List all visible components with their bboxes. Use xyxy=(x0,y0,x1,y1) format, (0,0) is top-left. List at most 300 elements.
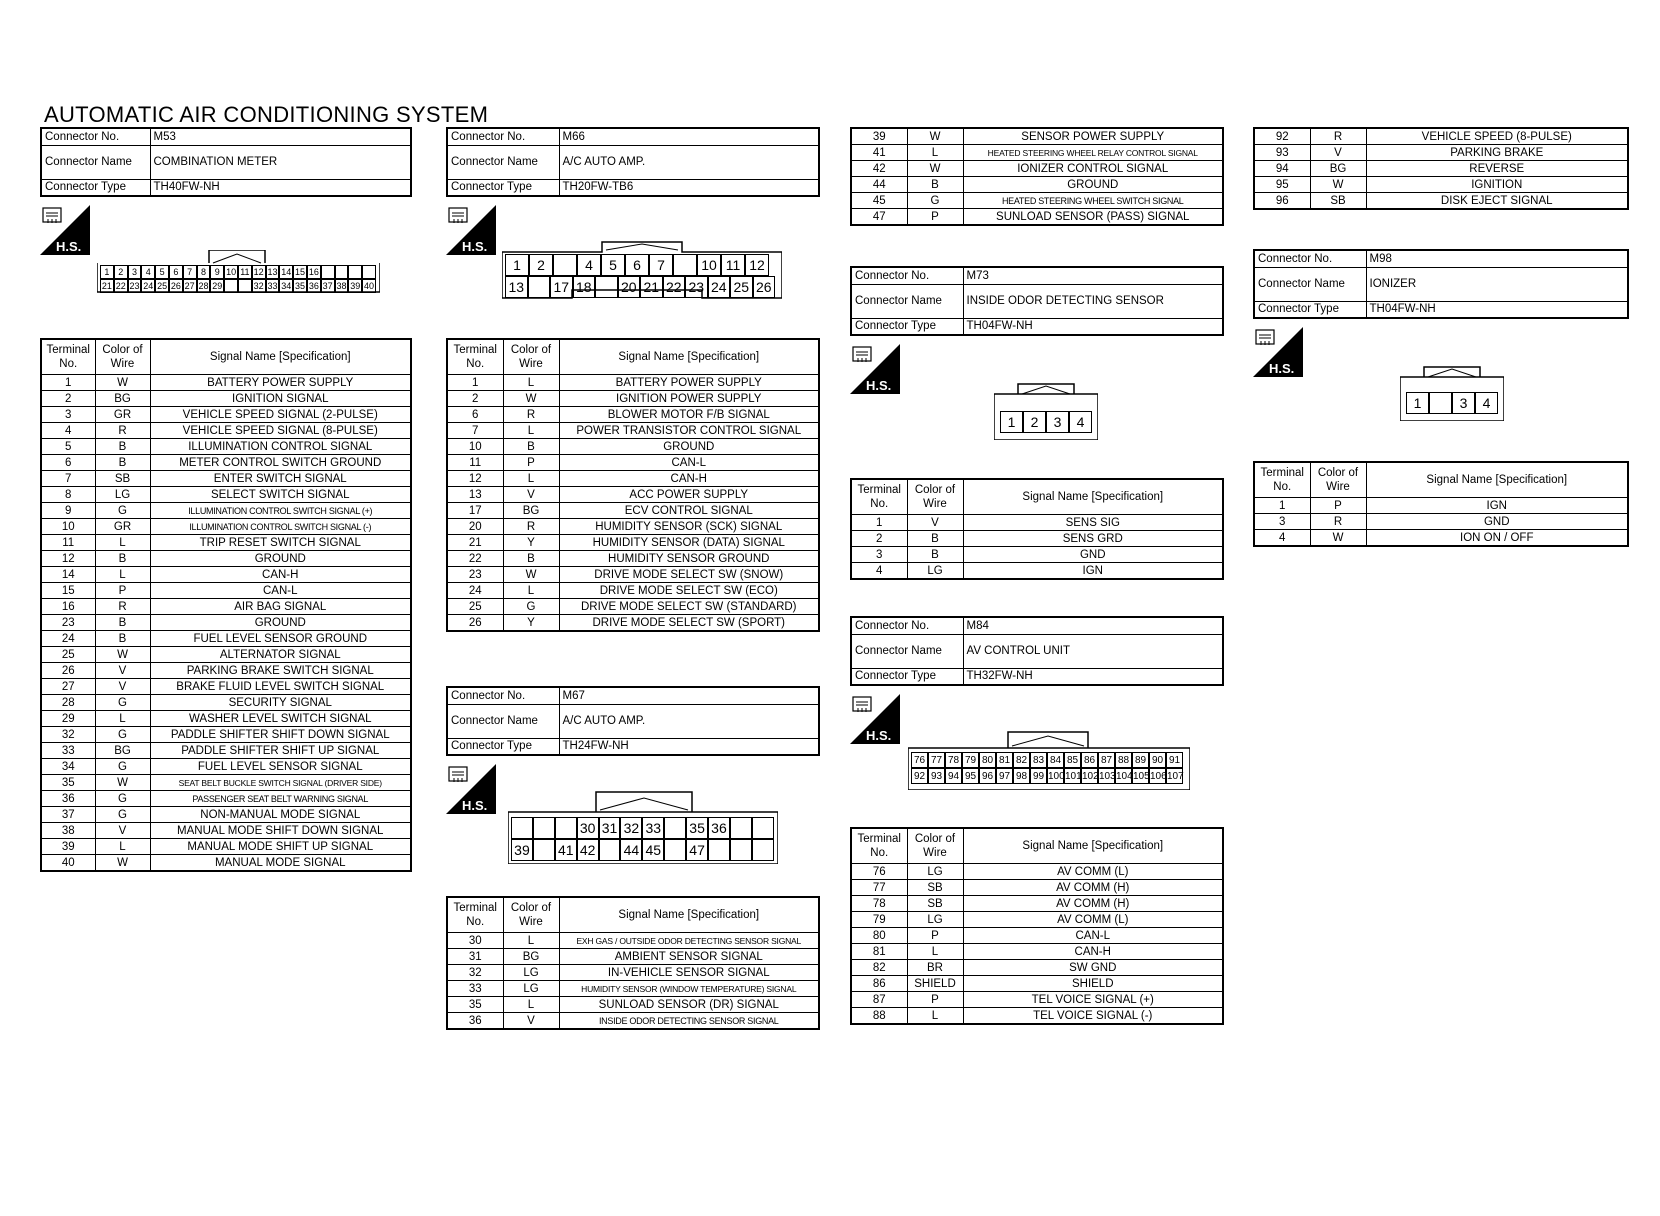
signal-name-cell: SUNLOAD SENSOR (PASS) SIGNAL xyxy=(963,209,1223,226)
connector-pin: 85 xyxy=(1064,752,1081,768)
table-row xyxy=(41,375,411,391)
table-row xyxy=(447,997,819,1013)
wire-color-cell: L xyxy=(95,839,150,855)
connector-pin xyxy=(752,817,774,839)
connector-pin: 47 xyxy=(686,839,708,861)
wire-color-cell: V xyxy=(503,487,559,503)
connector-pin xyxy=(362,265,376,279)
signal-name-cell: CAN-H xyxy=(150,567,411,583)
wire-color-cell: BG xyxy=(503,949,559,965)
signal-name-cell: NON-MANUAL MODE SIGNAL xyxy=(150,807,411,823)
signal-name-cell: MANUAL MODE SHIFT DOWN SIGNAL xyxy=(150,823,411,839)
wire-color-cell: LG xyxy=(907,864,963,880)
terminal-no-cell: 1 xyxy=(851,515,907,531)
table-row xyxy=(41,503,411,519)
terminal-no-cell: 36 xyxy=(41,791,95,807)
connector-pin: 18 xyxy=(573,276,596,298)
connector-no-value: M66 xyxy=(559,128,819,145)
table-row xyxy=(1254,145,1628,161)
terminal-no-cell: 41 xyxy=(851,145,907,161)
wire-color-cell: L xyxy=(503,933,559,949)
terminal-no-cell: 12 xyxy=(41,551,95,567)
signal-name-cell: MANUAL MODE SIGNAL xyxy=(150,855,411,872)
connector-pin: 25 xyxy=(157,281,168,291)
connector-pin: 104 xyxy=(1115,768,1132,784)
m67-terminal-table xyxy=(446,896,820,1030)
wire-color-cell: Y xyxy=(503,615,559,632)
table-row xyxy=(41,775,411,791)
terminal-no-cell: 17 xyxy=(447,503,503,519)
connector-pin: 10 xyxy=(697,254,721,276)
signal-name-cell: SUNLOAD SENSOR (DR) SIGNAL xyxy=(559,997,819,1013)
wire-color-cell: B xyxy=(95,551,150,567)
table-row xyxy=(851,547,1223,563)
connector-name-value: IONIZER xyxy=(1366,267,1628,301)
wire-color-cell: W xyxy=(503,391,559,407)
connector-pin: 82 xyxy=(1013,752,1030,768)
connector-pin: 28 xyxy=(198,281,209,291)
connector-pin: 26 xyxy=(170,281,181,291)
wire-color-cell: G xyxy=(95,759,150,775)
signal-name-cell: IN-VEHICLE SENSOR SIGNAL xyxy=(559,965,819,981)
connector-no-label: Connector No. xyxy=(1254,250,1366,267)
wire-color-cell: V xyxy=(95,663,150,679)
table-row xyxy=(41,391,411,407)
connector-name-value: AV CONTROL UNIT xyxy=(963,634,1223,668)
connector-pin: 22 xyxy=(663,276,686,298)
svg-text:H.S.: H.S. xyxy=(1269,361,1295,376)
signal-name-cell: METER CONTROL SWITCH GROUND xyxy=(150,455,411,471)
connector-pin: 105 xyxy=(1132,768,1149,784)
table-row xyxy=(1254,161,1628,177)
table-row xyxy=(851,209,1223,226)
table-row xyxy=(41,487,411,503)
color-of-wire-header: Color of Wire xyxy=(907,828,963,864)
connector-type-label: Connector Type xyxy=(851,668,963,685)
table-row xyxy=(851,976,1223,992)
wire-color-cell: V xyxy=(95,823,150,839)
connector-pin: 3 xyxy=(1046,411,1069,433)
table-row xyxy=(447,455,819,471)
terminal-no-cell: 81 xyxy=(851,944,907,960)
wire-color-cell: L xyxy=(907,944,963,960)
wire-color-cell: SB xyxy=(907,896,963,912)
wire-color-cell: SB xyxy=(95,471,150,487)
terminal-no-cell: 5 xyxy=(41,439,95,455)
connector-pin xyxy=(224,279,238,293)
signal-name-cell: AV COMM (L) xyxy=(963,864,1223,880)
wire-color-cell: V xyxy=(95,679,150,695)
connector-pin: 77 xyxy=(928,752,945,768)
terminal-no-cell: 23 xyxy=(41,615,95,631)
terminal-no-cell: 28 xyxy=(41,695,95,711)
connector-pin: 12 xyxy=(253,267,264,277)
table-row xyxy=(851,944,1223,960)
wire-color-cell: G xyxy=(95,791,150,807)
terminal-no-cell: 34 xyxy=(41,759,95,775)
wire-color-cell: R xyxy=(1310,514,1366,530)
table-row xyxy=(447,375,819,391)
terminal-no-cell: 7 xyxy=(41,471,95,487)
wire-color-cell: R xyxy=(1310,128,1366,145)
terminal-no-cell: 7 xyxy=(447,423,503,439)
connector-pin: 92 xyxy=(911,768,928,784)
terminal-no-cell: 22 xyxy=(447,551,503,567)
connector-pin: 32 xyxy=(620,817,642,839)
wire-color-cell: GR xyxy=(95,407,150,423)
connector-pin xyxy=(533,839,555,861)
connector-pin: 39 xyxy=(350,281,361,291)
wire-color-cell: W xyxy=(907,128,963,145)
connector-pin: 2 xyxy=(529,254,553,276)
table-row xyxy=(447,583,819,599)
connector-pin: 99 xyxy=(1030,768,1047,784)
connector-pin xyxy=(730,817,752,839)
connector-pin: 10 xyxy=(226,267,237,277)
wire-color-cell: R xyxy=(503,519,559,535)
signal-name-header: Signal Name [Specification] xyxy=(1366,462,1628,498)
signal-name-cell: PADDLE SHIFTER SHIFT DOWN SIGNAL xyxy=(150,727,411,743)
terminal-no-cell: 10 xyxy=(41,519,95,535)
m84-continued-table xyxy=(1253,127,1629,210)
table-row xyxy=(447,551,819,567)
wire-color-cell: G xyxy=(95,807,150,823)
signal-name-cell: GROUND xyxy=(150,615,411,631)
table-row xyxy=(41,647,411,663)
connector-no-value: M98 xyxy=(1366,250,1628,267)
signal-name-cell: IONIZER CONTROL SIGNAL xyxy=(963,161,1223,177)
signal-name-cell: WASHER LEVEL SWITCH SIGNAL xyxy=(150,711,411,727)
connector-pin xyxy=(555,817,577,839)
connector-pin: 24 xyxy=(708,276,731,298)
connector-pin: 7 xyxy=(649,254,673,276)
color-of-wire-header: Color of Wire xyxy=(503,897,559,933)
connector-pin xyxy=(348,265,362,279)
harness-side-icon xyxy=(446,764,496,814)
wire-color-cell: SHIELD xyxy=(907,976,963,992)
color-of-wire-header: Color of Wire xyxy=(95,339,150,375)
connector-pin: 35 xyxy=(295,281,306,291)
connector-no-value: M73 xyxy=(963,267,1223,284)
connector-pin xyxy=(673,254,697,276)
wire-color-cell: V xyxy=(503,1013,559,1030)
signal-name-cell: POWER TRANSISTOR CONTROL SIGNAL xyxy=(559,423,819,439)
table-row xyxy=(447,391,819,407)
terminal-no-cell: 13 xyxy=(447,487,503,503)
terminal-no-cell: 32 xyxy=(41,727,95,743)
connector-pin: 21 xyxy=(101,281,112,291)
table-row xyxy=(41,711,411,727)
signal-name-cell: HUMIDITY SENSOR (SCK) SIGNAL xyxy=(559,519,819,535)
wire-color-cell: W xyxy=(95,647,150,663)
signal-name-cell: GROUND xyxy=(559,439,819,455)
wire-color-cell: G xyxy=(95,503,150,519)
connector-pin: 100 xyxy=(1047,768,1064,784)
m66-header xyxy=(446,127,820,197)
connector-pin: 42 xyxy=(577,839,599,861)
wire-color-cell: B xyxy=(503,439,559,455)
signal-name-cell: IGNITION POWER SUPPLY xyxy=(559,391,819,407)
terminal-no-cell: 2 xyxy=(41,391,95,407)
table-row xyxy=(447,567,819,583)
connector-pin xyxy=(730,839,752,861)
terminal-no-cell: 25 xyxy=(41,647,95,663)
signal-name-cell: ION ON / OFF xyxy=(1366,530,1628,547)
connector-pin: 23 xyxy=(129,281,140,291)
connector-pin: 36 xyxy=(708,817,730,839)
wire-color-cell: R xyxy=(95,423,150,439)
wire-color-cell: BG xyxy=(503,503,559,519)
harness-side-icon xyxy=(446,205,496,255)
connector-pin: 40 xyxy=(364,281,375,291)
connector-pin: 97 xyxy=(996,768,1013,784)
connector-pin: 27 xyxy=(184,281,195,291)
connector-pin: 45 xyxy=(642,839,664,861)
table-row xyxy=(851,531,1223,547)
connector-pin: 38 xyxy=(336,281,347,291)
connector-pin: 87 xyxy=(1098,752,1115,768)
signal-name-cell: CAN-H xyxy=(559,471,819,487)
table-row xyxy=(851,563,1223,580)
signal-name-cell: ILLUMINATION CONTROL SWITCH SIGNAL (+) xyxy=(150,503,411,519)
wire-color-cell: G xyxy=(95,727,150,743)
signal-name-cell: BRAKE FLUID LEVEL SWITCH SIGNAL xyxy=(150,679,411,695)
connector-pin: 80 xyxy=(979,752,996,768)
table-row xyxy=(447,535,819,551)
signal-name-cell: SW GND xyxy=(963,960,1223,976)
connector-pin: 91 xyxy=(1166,752,1183,768)
connector-pin: 83 xyxy=(1030,752,1047,768)
terminal-no-cell: 29 xyxy=(41,711,95,727)
signal-name-cell: DRIVE MODE SELECT SW (SNOW) xyxy=(559,567,819,583)
signal-name-cell: VEHICLE SPEED SIGNAL (2-PULSE) xyxy=(150,407,411,423)
connector-no-label: Connector No. xyxy=(447,687,559,704)
signal-name-cell: AV COMM (H) xyxy=(963,896,1223,912)
signal-name-cell: GND xyxy=(963,547,1223,563)
signal-name-cell: PARKING BRAKE SWITCH SIGNAL xyxy=(150,663,411,679)
table-row xyxy=(41,791,411,807)
terminal-no-cell: 3 xyxy=(1254,514,1310,530)
terminal-no-header: Terminal No. xyxy=(41,339,95,375)
connector-pin xyxy=(553,254,577,276)
wire-color-cell: V xyxy=(907,515,963,531)
connector-type-label: Connector Type xyxy=(41,179,150,196)
terminal-no-header: Terminal No. xyxy=(447,339,503,375)
table-row xyxy=(1254,128,1628,145)
signal-name-cell: SEAT BELT BUCKLE SWITCH SIGNAL (DRIVER SIDE) xyxy=(150,775,411,791)
connector-pin: 36 xyxy=(308,281,319,291)
signal-name-cell: IGN xyxy=(963,563,1223,580)
signal-name-cell: PARKING BRAKE xyxy=(1366,145,1628,161)
connector-type-value: TH20FW-TB6 xyxy=(559,179,819,196)
terminal-no-cell: 1 xyxy=(1254,498,1310,514)
wire-color-cell: W xyxy=(1310,530,1366,547)
connector-pin: 32 xyxy=(253,281,264,291)
wire-color-cell: L xyxy=(503,423,559,439)
wire-color-cell: W xyxy=(503,567,559,583)
signal-name-cell: DRIVE MODE SELECT SW (ECO) xyxy=(559,583,819,599)
svg-text:H.S.: H.S. xyxy=(866,378,892,393)
terminal-no-cell: 38 xyxy=(41,823,95,839)
connector-pin: 93 xyxy=(928,768,945,784)
terminal-no-cell: 42 xyxy=(851,161,907,177)
table-row xyxy=(447,615,819,632)
connector-pin: 35 xyxy=(686,817,708,839)
connector-pin: 107 xyxy=(1166,768,1183,784)
signal-name-cell: IGNITION xyxy=(1366,177,1628,193)
table-row xyxy=(447,949,819,965)
wire-color-cell: L xyxy=(503,583,559,599)
table-row xyxy=(447,519,819,535)
connector-pin: 3 xyxy=(1452,392,1475,414)
connector-pin: 39 xyxy=(511,839,533,861)
signal-name-cell: HEATED STEERING WHEEL SWITCH SIGNAL xyxy=(963,193,1223,209)
wire-color-cell: P xyxy=(503,455,559,471)
terminal-no-cell: 25 xyxy=(447,599,503,615)
connector-no-label: Connector No. xyxy=(851,267,963,284)
connector-pin: 79 xyxy=(962,752,979,768)
connector-pin: 1 xyxy=(505,254,529,276)
m53-terminal-table xyxy=(40,338,412,872)
table-row xyxy=(41,663,411,679)
wire-color-cell: SB xyxy=(1310,193,1366,210)
connector-name-label: Connector Name xyxy=(851,284,963,318)
signal-name-cell: ACC POWER SUPPLY xyxy=(559,487,819,503)
connector-pin: 6 xyxy=(169,265,183,279)
table-row xyxy=(447,407,819,423)
m66-terminal-table xyxy=(446,338,820,632)
wire-color-cell: R xyxy=(95,599,150,615)
connector-pin: 8 xyxy=(197,265,211,279)
connector-pin: 4 xyxy=(141,265,155,279)
wire-color-cell: L xyxy=(503,375,559,391)
connector-pin: 1 xyxy=(100,265,114,279)
connector-no-label: Connector No. xyxy=(447,128,559,145)
connector-pin xyxy=(708,839,730,861)
terminal-no-cell: 4 xyxy=(851,563,907,580)
connector-pin: 26 xyxy=(753,276,776,298)
signal-name-cell: IGNITION SIGNAL xyxy=(150,391,411,407)
terminal-no-cell: 79 xyxy=(851,912,907,928)
table-row xyxy=(41,679,411,695)
connector-pin: 22 xyxy=(115,281,126,291)
wire-color-cell: W xyxy=(95,855,150,872)
connector-pin: 11 xyxy=(238,265,252,279)
signal-name-cell: SENS SIG xyxy=(963,515,1223,531)
table-row xyxy=(41,631,411,647)
signal-name-cell: SENSOR POWER SUPPLY xyxy=(963,128,1223,145)
terminal-no-cell: 33 xyxy=(447,981,503,997)
connector-pin: 41 xyxy=(555,839,577,861)
connector-pin: 1 xyxy=(1000,411,1023,433)
wire-color-cell: SB xyxy=(907,880,963,896)
table-row xyxy=(447,487,819,503)
connector-pin: 7 xyxy=(183,265,197,279)
table-row xyxy=(447,933,819,949)
terminal-no-cell: 45 xyxy=(851,193,907,209)
table-row xyxy=(851,912,1223,928)
table-row xyxy=(41,535,411,551)
wire-color-cell: B xyxy=(95,631,150,647)
signal-name-header: Signal Name [Specification] xyxy=(963,828,1223,864)
signal-name-cell: SECURITY SIGNAL xyxy=(150,695,411,711)
connector-pin: 90 xyxy=(1149,752,1166,768)
signal-name-cell: SHIELD xyxy=(963,976,1223,992)
signal-name-cell: BATTERY POWER SUPPLY xyxy=(150,375,411,391)
table-row xyxy=(851,193,1223,209)
connector-pin: 98 xyxy=(1013,768,1030,784)
connector-pin xyxy=(528,276,551,298)
table-row xyxy=(1254,498,1628,514)
wire-color-cell: Y xyxy=(503,535,559,551)
connector-pin: 33 xyxy=(267,281,278,291)
connector-pin: 9 xyxy=(210,265,224,279)
connector-type-value: TH32FW-NH xyxy=(963,668,1223,685)
m98-header xyxy=(1253,249,1629,319)
connector-pin: 3 xyxy=(128,265,142,279)
table-row xyxy=(41,423,411,439)
connector-pin xyxy=(1429,392,1452,414)
wire-color-cell: L xyxy=(95,567,150,583)
terminal-no-cell: 2 xyxy=(851,531,907,547)
connector-pin xyxy=(335,265,349,279)
signal-name-cell: HUMIDITY SENSOR GROUND xyxy=(559,551,819,567)
connector-pin xyxy=(321,265,335,279)
terminal-no-cell: 93 xyxy=(1254,145,1310,161)
wire-color-cell: BR xyxy=(907,960,963,976)
connector-pin: 24 xyxy=(143,281,154,291)
m73-terminal-table xyxy=(850,478,1224,580)
connector-pin: 13 xyxy=(505,276,528,298)
signal-name-header: Signal Name [Specification] xyxy=(963,479,1223,515)
wire-color-cell: L xyxy=(503,471,559,487)
terminal-no-cell: 14 xyxy=(41,567,95,583)
connector-no-value: M53 xyxy=(150,128,411,145)
wire-color-cell: BG xyxy=(1310,161,1366,177)
connector-pin: 89 xyxy=(1132,752,1149,768)
terminal-no-cell: 88 xyxy=(851,1008,907,1025)
terminal-no-cell: 30 xyxy=(447,933,503,949)
signal-name-cell: ILLUMINATION CONTROL SIGNAL xyxy=(150,439,411,455)
terminal-no-cell: 10 xyxy=(447,439,503,455)
terminal-no-cell: 3 xyxy=(851,547,907,563)
terminal-no-header: Terminal No. xyxy=(851,479,907,515)
signal-name-cell: HUMIDITY SENSOR (DATA) SIGNAL xyxy=(559,535,819,551)
signal-name-header: Signal Name [Specification] xyxy=(150,339,411,375)
table-row xyxy=(41,583,411,599)
terminal-no-header: Terminal No. xyxy=(447,897,503,933)
table-row xyxy=(447,503,819,519)
terminal-no-cell: 26 xyxy=(41,663,95,679)
table-row xyxy=(851,161,1223,177)
signal-name-cell: SELECT SWITCH SIGNAL xyxy=(150,487,411,503)
terminal-no-cell: 47 xyxy=(851,209,907,226)
table-row xyxy=(851,960,1223,976)
m84-header xyxy=(850,616,1224,686)
connector-pin: 96 xyxy=(979,768,996,784)
connector-name-label: Connector Name xyxy=(851,634,963,668)
terminal-no-cell: 92 xyxy=(1254,128,1310,145)
wire-color-cell: W xyxy=(95,775,150,791)
terminal-no-cell: 6 xyxy=(447,407,503,423)
connector-name-label: Connector Name xyxy=(447,145,559,179)
table-row xyxy=(41,807,411,823)
connector-type-label: Connector Type xyxy=(851,318,963,335)
connector-type-value: TH40FW-NH xyxy=(150,179,411,196)
wire-color-cell: W xyxy=(907,161,963,177)
terminal-no-cell: 11 xyxy=(447,455,503,471)
terminal-no-cell: 86 xyxy=(851,976,907,992)
